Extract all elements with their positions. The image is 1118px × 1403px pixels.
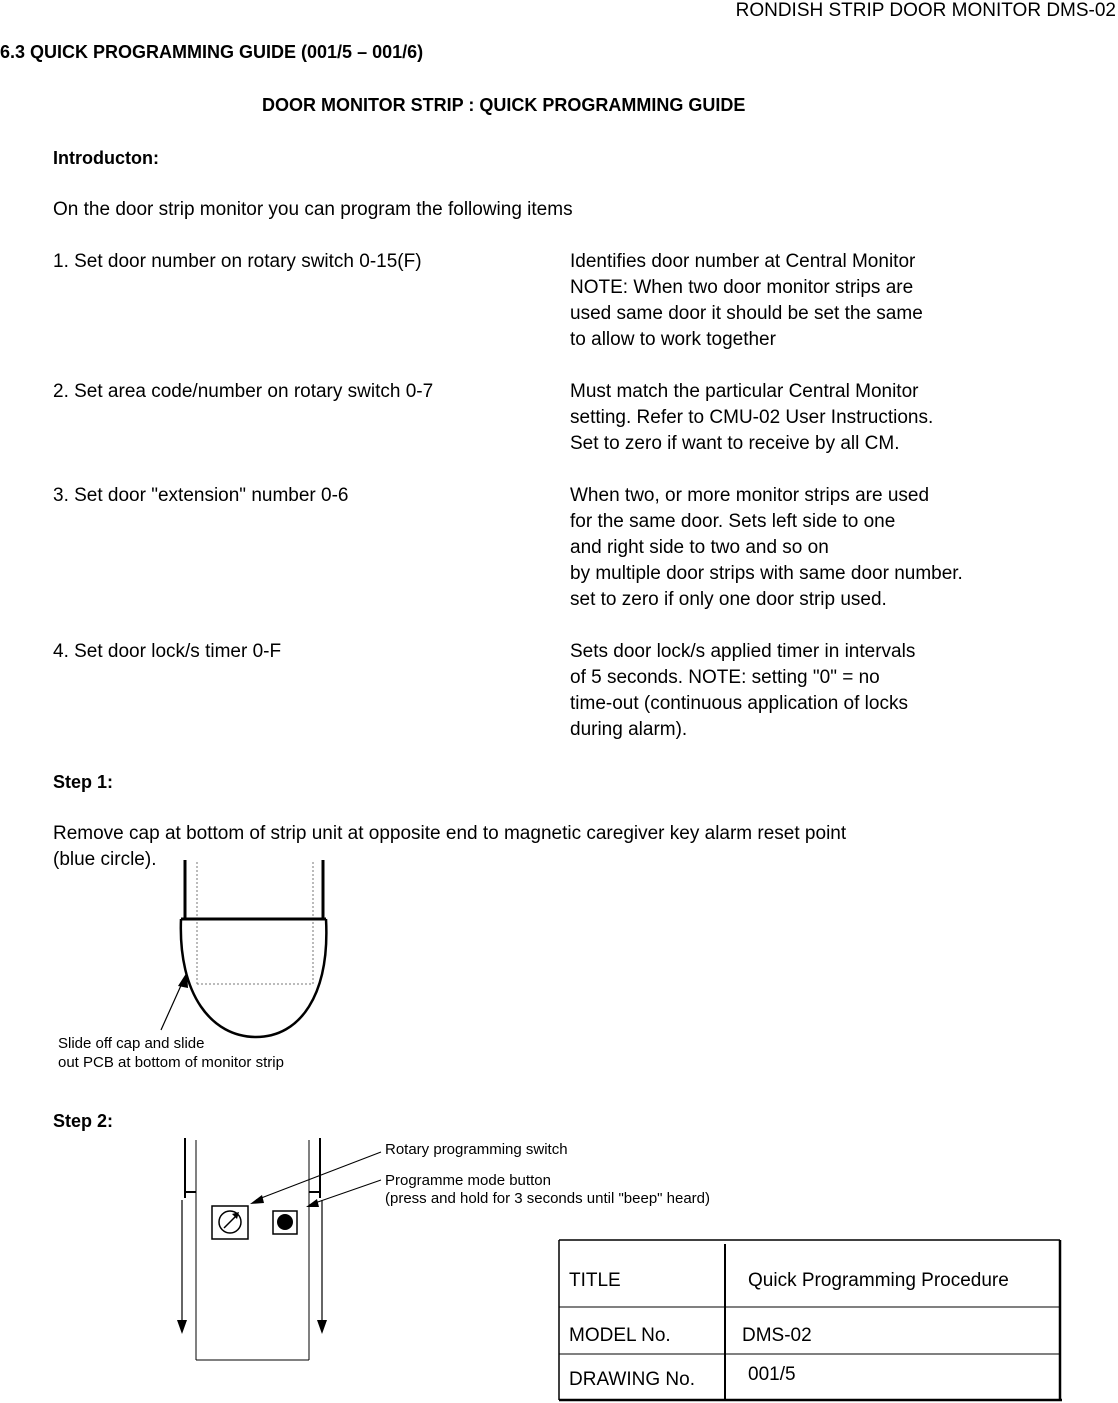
programme-button-note: (press and hold for 3 seconds until "beep" heard): [385, 1190, 711, 1207]
item-desc-line: and right side to two and so on: [570, 537, 829, 558]
rotary-switch-icon: [212, 1206, 248, 1239]
drawing-label: DRAWING No.: [569, 1369, 695, 1390]
item-desc-line: NOTE: When two door monitor strips are: [570, 277, 914, 298]
model-value: DMS-02: [742, 1325, 812, 1346]
item-desc-line: time-out (continuous application of locks: [570, 693, 908, 714]
item-label: 3. Set door "extension" number 0-6: [53, 485, 349, 506]
item-desc-line: Sets door lock/s applied timer in intervals: [570, 641, 916, 662]
section-title: 6.3 QUICK PROGRAMMING GUIDE (001/5 – 001/6): [0, 42, 424, 62]
document-title: DOOR MONITOR STRIP : QUICK PROGRAMMING GUIDE: [262, 95, 746, 115]
item-desc-line: setting. Refer to CMU-02 User Instructions.: [570, 407, 934, 428]
step1-heading: Step 1:: [53, 772, 114, 792]
drawing-value: 001/5: [748, 1364, 796, 1385]
title-value: Quick Programming Procedure: [748, 1270, 1009, 1291]
intro-text: On the door strip monitor you can program the following items: [53, 199, 573, 220]
intro-heading: Introducton:: [53, 148, 159, 168]
step1-cap-diagram: [161, 860, 326, 1037]
rotary-switch-label: Rotary programming switch: [385, 1141, 568, 1158]
item-desc-line: Set to zero if want to receive by all CM.: [570, 433, 900, 454]
item-desc-line: used same door it should be set the same: [570, 303, 923, 324]
step1-text-line: Remove cap at bottom of strip unit at opposite end to magnetic caregiver key alarm reset point: [53, 823, 847, 844]
title-label: TITLE: [569, 1270, 621, 1291]
item-desc-line: by multiple door strips with same door number.: [570, 563, 963, 584]
item-desc-line: When two, or more monitor strips are used: [570, 485, 930, 506]
model-label: MODEL No.: [569, 1325, 671, 1346]
item-desc-line: Must match the particular Central Monitor: [570, 381, 919, 402]
step2-heading: Step 2:: [53, 1111, 114, 1131]
item-desc-line: of 5 seconds. NOTE: setting "0" = no: [570, 667, 880, 688]
item-desc-line: to allow to work together: [570, 329, 776, 350]
item-label: 4. Set door lock/s timer 0-F: [53, 641, 282, 662]
programme-button-label: Programme mode button: [385, 1172, 551, 1189]
item-desc-line: Identifies door number at Central Monitor: [570, 251, 916, 272]
running-header: RONDISH STRIP DOOR MONITOR DMS-02: [735, 0, 1116, 21]
item-label: 2. Set area code/number on rotary switch 0-7: [53, 381, 434, 402]
item-desc-line: during alarm).: [570, 719, 688, 740]
cap-caption-line: Slide off cap and slide: [58, 1035, 205, 1052]
item-desc-line: for the same door. Sets left side to one: [570, 511, 896, 532]
item-label: 1. Set door number on rotary switch 0-15(F): [53, 251, 422, 272]
cap-caption-line: out PCB at bottom of monitor strip: [58, 1054, 284, 1071]
item-desc-line: set to zero if only one door strip used.: [570, 589, 887, 610]
step2-pcb-diagram: [177, 1138, 327, 1360]
programme-button-icon: [273, 1211, 297, 1234]
step1-text-line: (blue circle).: [53, 849, 157, 870]
